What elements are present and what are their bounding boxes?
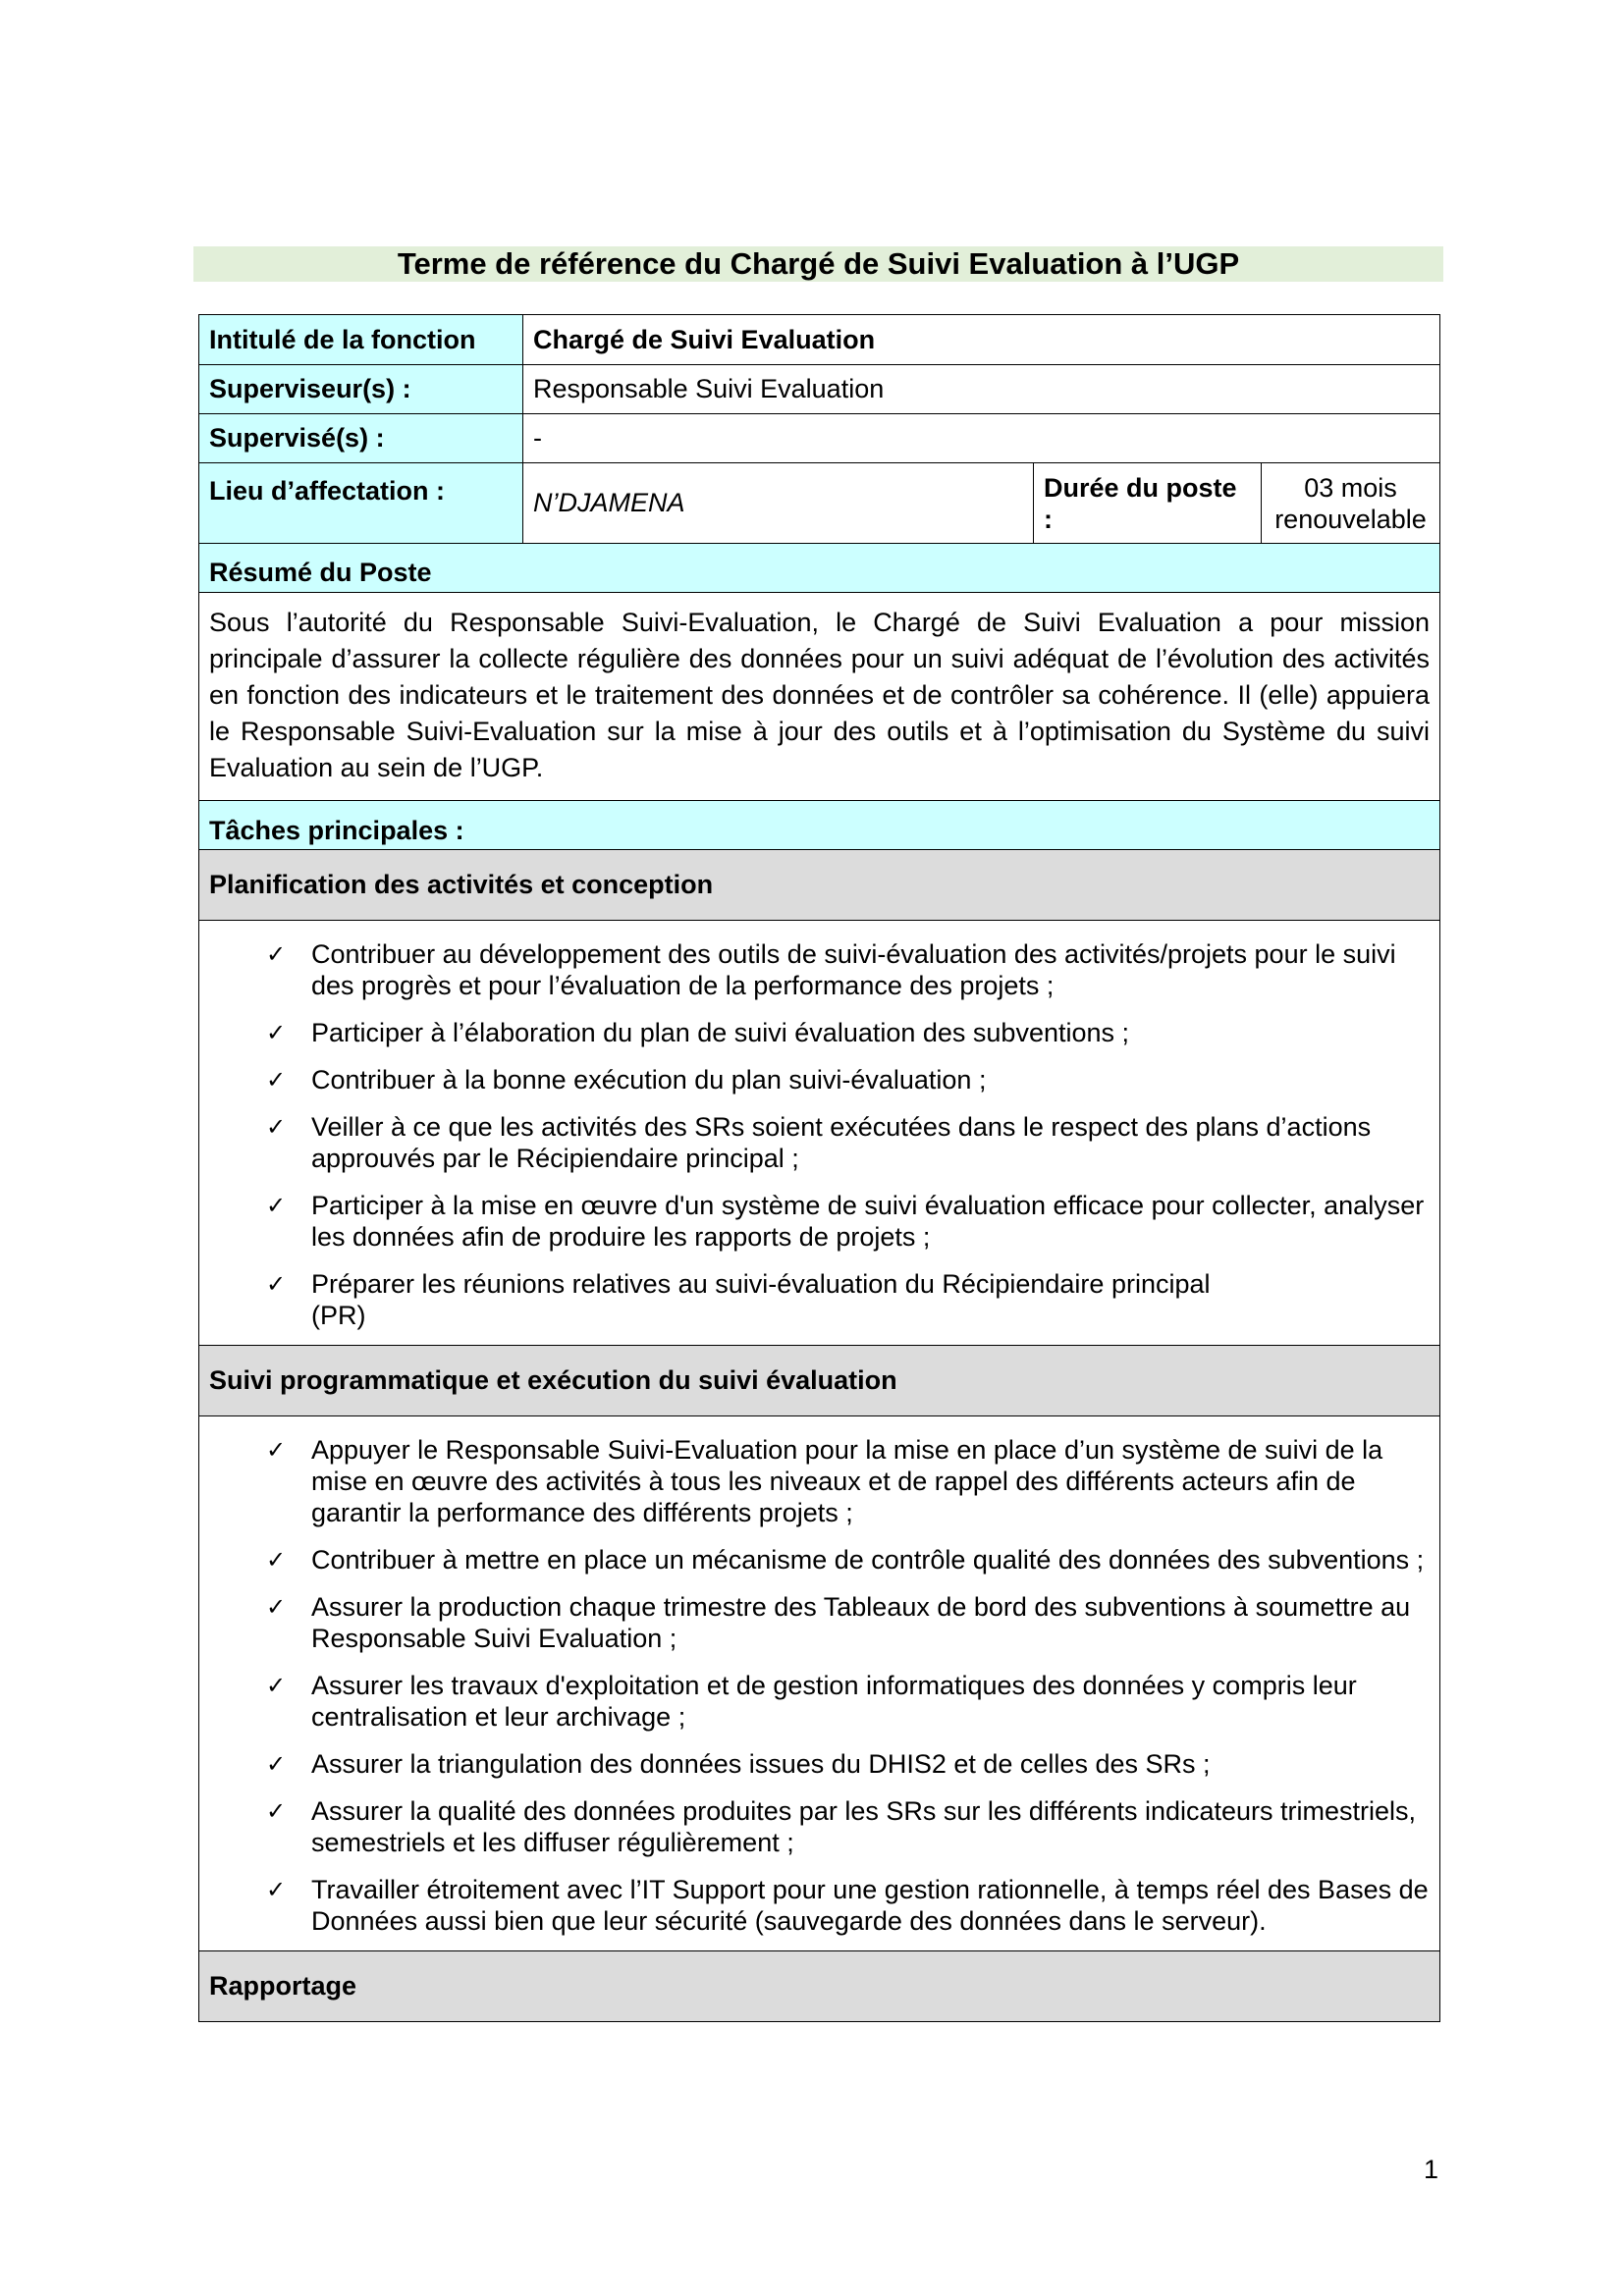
- list-item: ✓ Contribuer à mettre en place un mécanisme de contrôle qualité des données des subventions ;: [266, 1545, 1425, 1575]
- row-superviseur: [199, 365, 1440, 414]
- list-item: ✓ Assurer la production chaque trimestre des Tableaux de bord des subventions à soumettre au Responsable Suivi Evaluation ;: [266, 1592, 1411, 1653]
- list-item: ✓ Contribuer à la bonne exécution du plan suivi-évaluation ;: [266, 1065, 987, 1095]
- check-icon: ✓: [266, 1672, 287, 1699]
- list-item: ✓ Participer à la mise en œuvre d'un système de suivi évaluation efficace pour collecter, analyser les données afin de produire les rapports de projets ;: [266, 1191, 1425, 1252]
- row-section-suivi: [199, 1346, 1440, 1416]
- list-item: ✓ Assurer les travaux d'exploitation et de gestion informatiques des données y compris leur centralisation et leur archivage ;: [266, 1671, 1357, 1732]
- list-item: ✓ Contribuer au développement des outils de suivi-évaluation des activités/projets pour le suivi des progrès et pour l’évaluation de la performance des projets ;: [266, 939, 1396, 1000]
- check-icon: ✓: [266, 1546, 287, 1574]
- list-item: ✓ Travailler étroitement avec l’IT Support pour une gestion rationnelle, à temps réel des Bases de Données aussi bien que leur sécurité (sauvegarde des données dans le serveur).: [266, 1875, 1429, 1936]
- row-section-planification-items: [199, 921, 1440, 1346]
- taches-header: Tâches principales :: [199, 801, 1440, 850]
- row-section-planification: [199, 850, 1440, 921]
- check-icon: ✓: [266, 1750, 287, 1778]
- row-section-suivi-items: [199, 1416, 1440, 1951]
- check-icon: ✓: [266, 1593, 287, 1621]
- resume-header: Résumé du Poste: [199, 544, 1440, 593]
- list-item: ✓ Assurer la qualité des données produites par les SRs sur les différents indicateurs trimestriels, semestriels et les diffuser régulièrement ;: [266, 1796, 1417, 1857]
- page-number: 1: [1424, 2155, 1439, 2184]
- duree-value: 03 mois renouvelable: [1262, 463, 1440, 544]
- row-rapportage: [199, 1951, 1440, 2022]
- check-icon: ✓: [266, 1192, 287, 1219]
- check-icon: ✓: [266, 1019, 287, 1046]
- list-item: ✓ Appuyer le Responsable Suivi-Evaluation pour la mise en place d’un système de suivi de la mise en œuvre des activités à tous les niveaux et de rappel des différents acteurs afin de garantir la performance des différents projets ;: [266, 1435, 1383, 1527]
- terms-table: [198, 314, 1440, 2022]
- row-supervise: [199, 414, 1440, 463]
- list-item: ✓ Participer à l’élaboration du plan de suivi évaluation des subventions ;: [266, 1018, 1130, 1047]
- list-item: ✓ Préparer les réunions relatives au suivi-évaluation du Récipiendaire principal (PR): [266, 1269, 1211, 1330]
- fonction-value: Chargé de Suivi Evaluation: [523, 315, 1440, 365]
- duree-label: Durée du poste :: [1034, 463, 1262, 544]
- fonction-label: Intitulé de la fonction: [199, 315, 523, 365]
- section-title-suivi: Suivi programmatique et exécution du suivi évaluation: [199, 1346, 1440, 1416]
- check-icon: ✓: [266, 1066, 287, 1094]
- suivi-list: [209, 1434, 1430, 1937]
- planification-list: [209, 938, 1430, 1331]
- check-icon: ✓: [266, 1113, 287, 1141]
- check-icon: ✓: [266, 1876, 287, 1903]
- supervise-label: Supervisé(s) :: [199, 414, 523, 463]
- supervise-value: -: [523, 414, 1440, 463]
- page-title: Terme de référence du Chargé de Suivi Evaluation à l’UGP: [193, 246, 1443, 282]
- list-item: ✓ Assurer la triangulation des données issues du DHIS2 et de celles des SRs ;: [266, 1749, 1211, 1779]
- check-icon: ✓: [266, 940, 287, 968]
- row-fonction: [199, 315, 1440, 365]
- superviseur-label: Superviseur(s) :: [199, 365, 523, 414]
- lieu-value: N’DJAMENA: [523, 463, 1034, 544]
- row-lieu: [199, 463, 1440, 544]
- check-icon: ✓: [266, 1436, 287, 1464]
- list-item: ✓ Veiller à ce que les activités des SRs soient exécutées dans le respect des plans d’actions approuvés par le Récipiendaire principal ;: [266, 1112, 1372, 1173]
- check-icon: ✓: [266, 1797, 287, 1825]
- check-icon: ✓: [266, 1270, 287, 1298]
- row-resume-header: [199, 544, 1440, 593]
- lieu-label: Lieu d’affectation :: [199, 463, 523, 544]
- section-title-rapportage: Rapportage: [199, 1951, 1440, 2022]
- resume-text: Sous l’autorité du Responsable Suivi-Evaluation, le Chargé de Suivi Evaluation a pour mission principale d’assurer la collecte régulière des données pour un suivi adéquat de l’évolution des activités en fonction des indicateurs et le traitement des données et de contrôler sa cohérence. Il (elle) appuiera le Responsable Suivi-Evaluation sur la mise à jour des outils et à l’optimisation du Système du suivi Evaluation au sein de l’UGP.: [199, 593, 1440, 801]
- row-resume-text: [199, 593, 1440, 801]
- section-title-planification: Planification des activités et conception: [199, 850, 1440, 921]
- superviseur-value: Responsable Suivi Evaluation: [523, 365, 1440, 414]
- row-taches-header: [199, 801, 1440, 850]
